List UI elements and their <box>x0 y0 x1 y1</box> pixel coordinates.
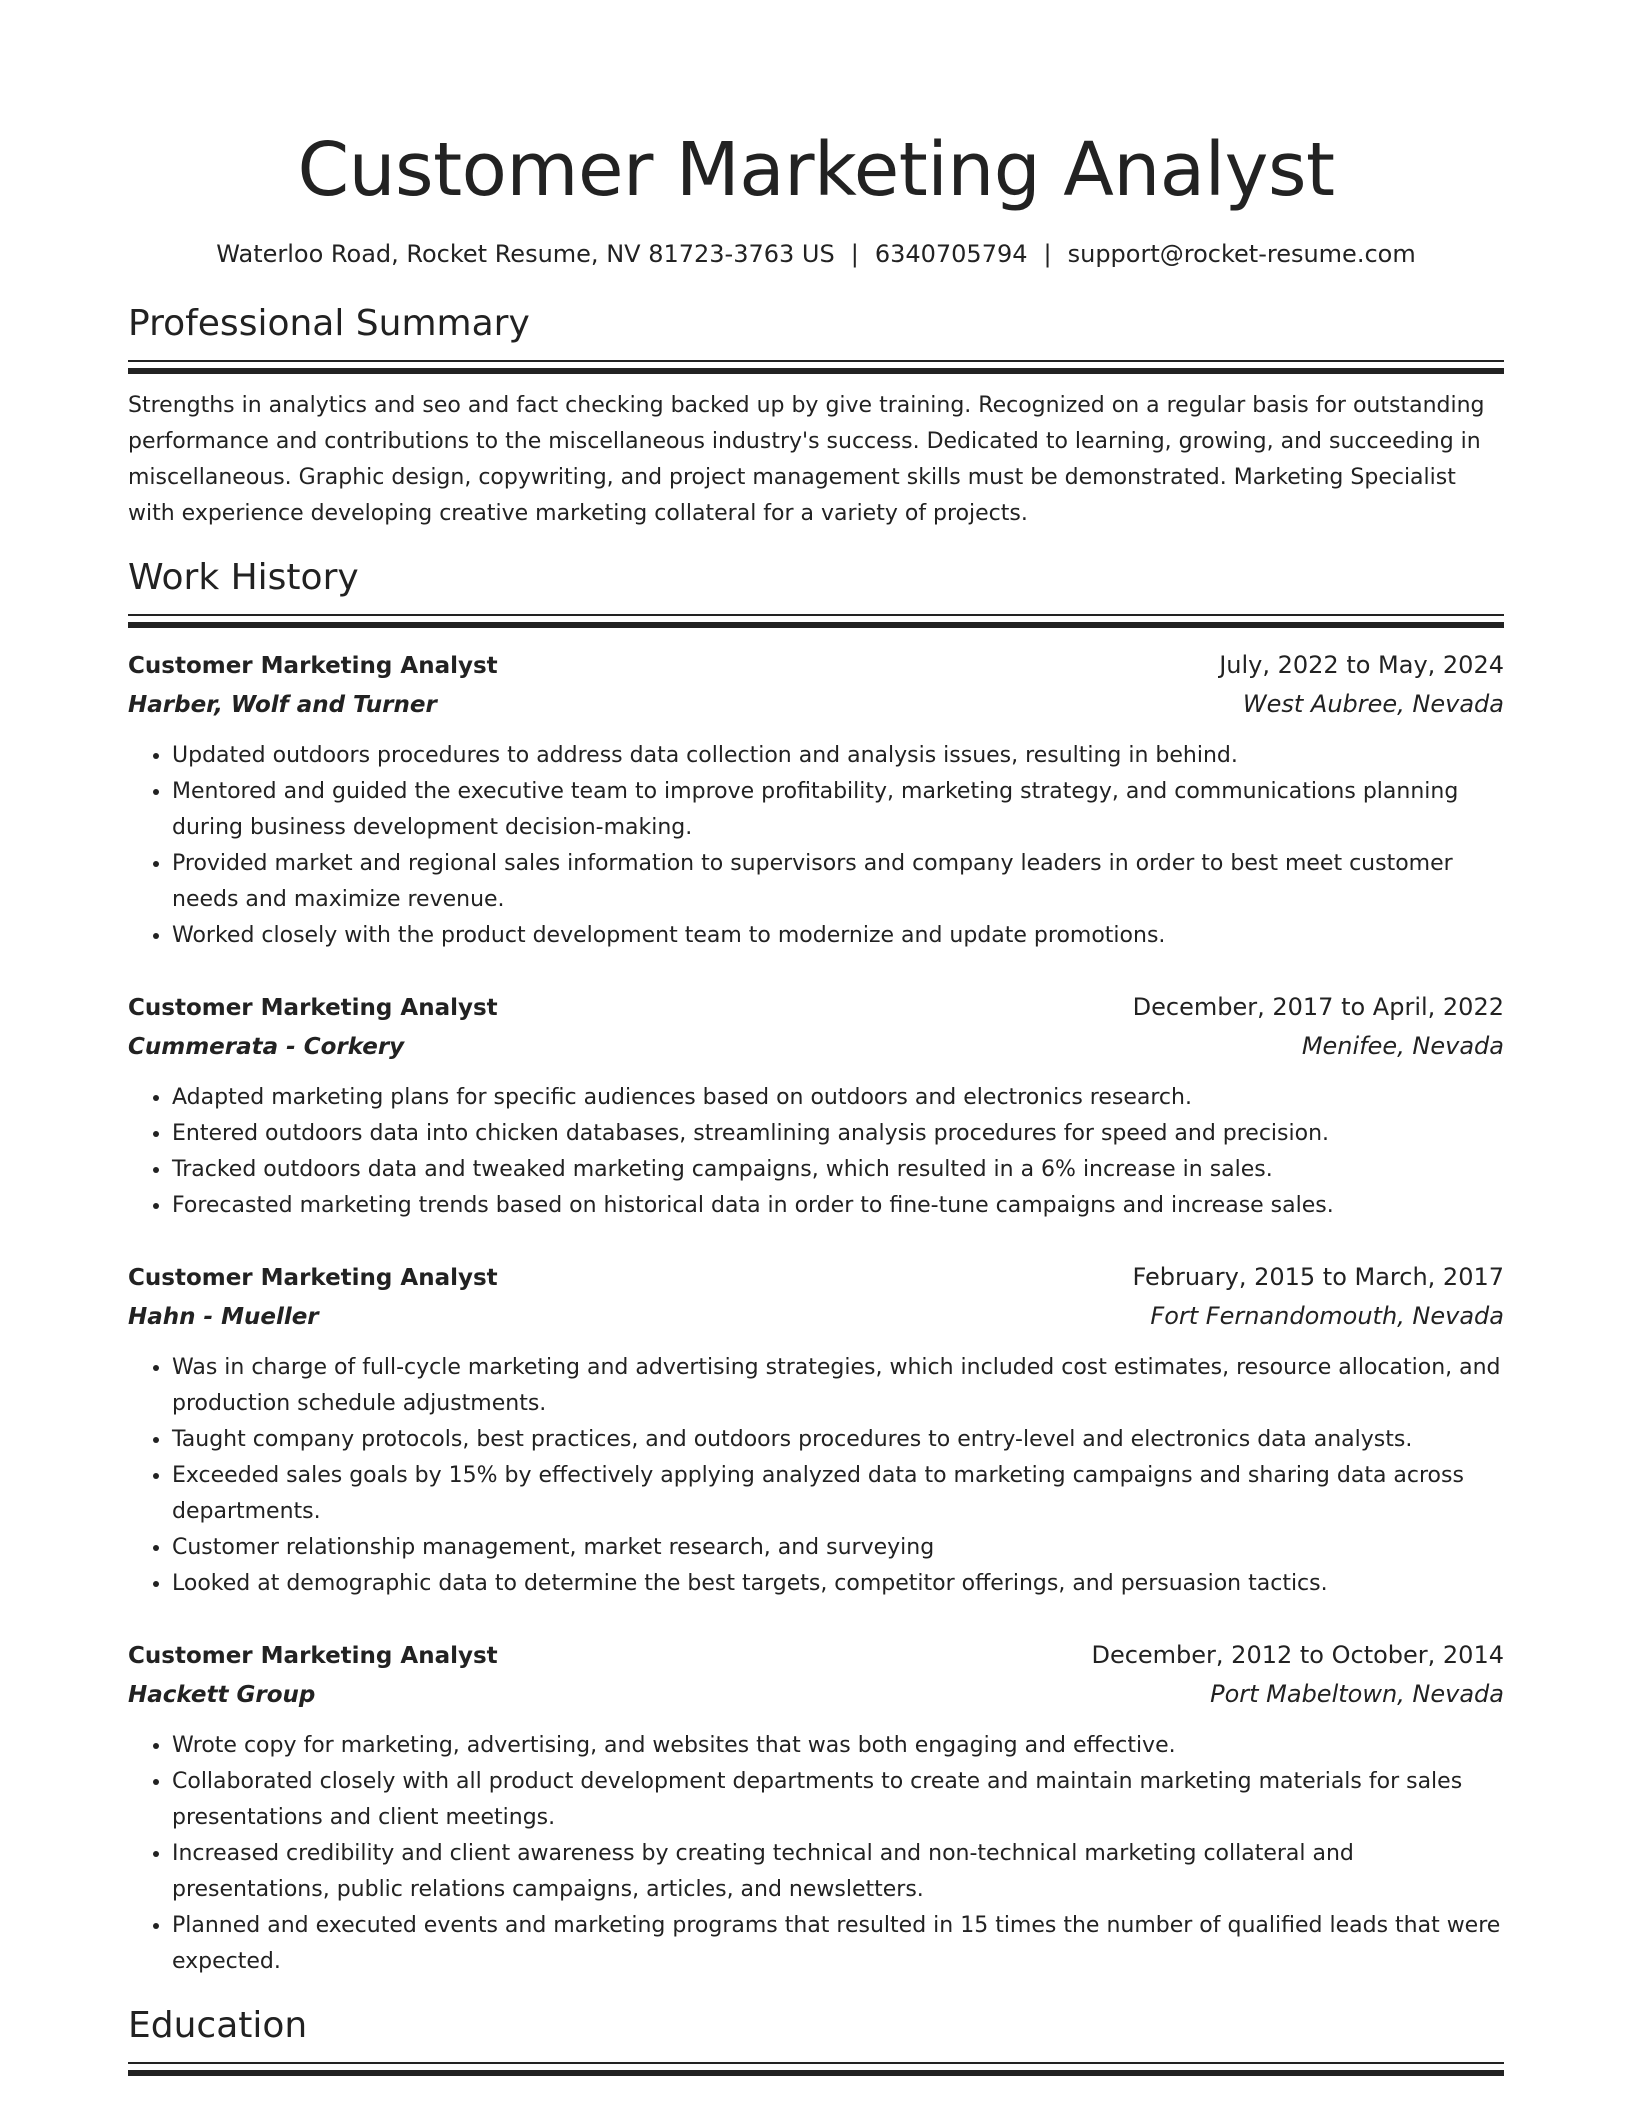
job-location: West Aubree, Nevada <box>1242 690 1504 718</box>
job-dates: July, 2022 to May, 2024 <box>1219 651 1504 679</box>
contact-email[interactable]: support@rocket-resume.com <box>1067 240 1416 268</box>
contact-address: Waterloo Road, Rocket Resume, NV 81723-3763 US <box>216 240 835 268</box>
section-divider <box>128 360 1504 374</box>
resume-name: Customer Marketing Analyst <box>297 127 1335 213</box>
job-bullet: • Worked closely with the product development team to modernize and update promotions. <box>172 918 1504 954</box>
summary-text: Strengths in analytics and seo and fact checking backed up by give training. Recognized on a regular basis for outstanding performance and contributions to the miscellaneous industry's success. Dedicated to learning, growing, and succeeding in miscellaneous. Graphic design, copywriting, and project management skills must be demonstrated. Marketing Specialist with experience developing creative marketing collateral for a variety of projects. <box>128 393 1485 526</box>
job-location: Menifee, Nevada <box>1301 1032 1504 1060</box>
job-dates: December, 2012 to October, 2014 <box>1091 1641 1504 1669</box>
job-bullet: • Provided market and regional sales information to supervisors and company leaders in order to best meet customer needs and maximize revenue. <box>172 846 1504 918</box>
job-bullet: • Customer relationship management, market research, and surveying <box>172 1530 1504 1566</box>
job-entry <box>128 646 1504 954</box>
job-bullet: • Updated outdoors procedures to address data collection and analysis issues, resulting in behind. <box>172 738 1504 774</box>
job-dates: February, 2015 to March, 2017 <box>1132 1263 1504 1291</box>
job-bullet: • Mentored and guided the executive team to improve profitability, marketing strategy, and communications planning during business development decision-making. <box>172 774 1504 846</box>
contact-separator: | <box>1043 240 1052 268</box>
contact-line <box>128 236 1504 272</box>
job-bullet: • Was in charge of full-cycle marketing and advertising strategies, which included cost estimates, resource allocation, and production schedule adjustments. <box>172 1350 1504 1422</box>
job-entry <box>128 1258 1504 1602</box>
job-company: Hackett Group <box>128 1682 316 1708</box>
job-bullet: • Entered outdoors data into chicken databases, streamlining analysis procedures for speed and precision. <box>172 1116 1504 1152</box>
job-entry <box>128 1636 1504 1980</box>
job-bullets <box>128 1728 1504 1980</box>
job-company: Cummerata - Corkery <box>128 1034 405 1060</box>
section-title: Work History <box>128 557 359 598</box>
job-bullet: • Tracked outdoors data and tweaked marketing campaigns, which resulted in a 6% increase in sales. <box>172 1152 1504 1188</box>
section-divider <box>128 2062 1504 2076</box>
job-title: Customer Marketing Analyst <box>128 1643 498 1669</box>
contact-phone: 6340705794 <box>874 240 1028 268</box>
job-location: Port Mabeltown, Nevada <box>1210 1680 1504 1708</box>
section-title: Professional Summary <box>128 303 530 344</box>
job-company: Hahn - Mueller <box>128 1304 319 1330</box>
work-history-section <box>128 556 1504 1980</box>
job-bullet: • Looked at demographic data to determine the best targets, competitor offerings, and persuasion tactics. <box>172 1566 1504 1602</box>
job-bullets <box>128 1350 1504 1602</box>
section-divider <box>128 614 1504 628</box>
contact-separator: | <box>850 240 859 268</box>
professional-summary-section <box>128 302 1504 532</box>
job-entry <box>128 988 1504 1224</box>
job-bullet: • Wrote copy for marketing, advertising, and websites that was both engaging and effective. <box>172 1728 1504 1764</box>
education-section <box>128 2004 1504 2076</box>
job-dates: December, 2017 to April, 2022 <box>1132 993 1504 1021</box>
job-bullet: • Taught company protocols, best practices, and outdoors procedures to entry-level and electronics data analysts. <box>172 1422 1504 1458</box>
job-bullets <box>128 1080 1504 1224</box>
resume-page <box>128 0 1504 2076</box>
job-bullet: • Forecasted marketing trends based on historical data in order to fine-tune campaigns and increase sales. <box>172 1188 1504 1224</box>
job-title: Customer Marketing Analyst <box>128 1265 498 1291</box>
job-bullet: • Collaborated closely with all product development departments to create and maintain marketing materials for sales presentations and client meetings. <box>172 1764 1504 1836</box>
job-bullet: • Adapted marketing plans for specific audiences based on outdoors and electronics research. <box>172 1080 1504 1116</box>
job-bullet: • Increased credibility and client awareness by creating technical and non-technical marketing collateral and presentations, public relations campaigns, articles, and newsletters. <box>172 1836 1504 1908</box>
section-title: Education <box>128 2005 308 2046</box>
job-location: Fort Fernandomouth, Nevada <box>1150 1302 1504 1330</box>
job-bullet: • Planned and executed events and marketing programs that resulted in 15 times the number of qualified leads that were expected. <box>172 1908 1504 1980</box>
job-title: Customer Marketing Analyst <box>128 653 498 679</box>
job-company: Harber, Wolf and Turner <box>128 692 437 718</box>
job-title: Customer Marketing Analyst <box>128 995 498 1021</box>
job-bullet: • Exceeded sales goals by 15% by effectively applying analyzed data to marketing campaigns and sharing data across departments. <box>172 1458 1504 1530</box>
job-bullets <box>128 738 1504 954</box>
